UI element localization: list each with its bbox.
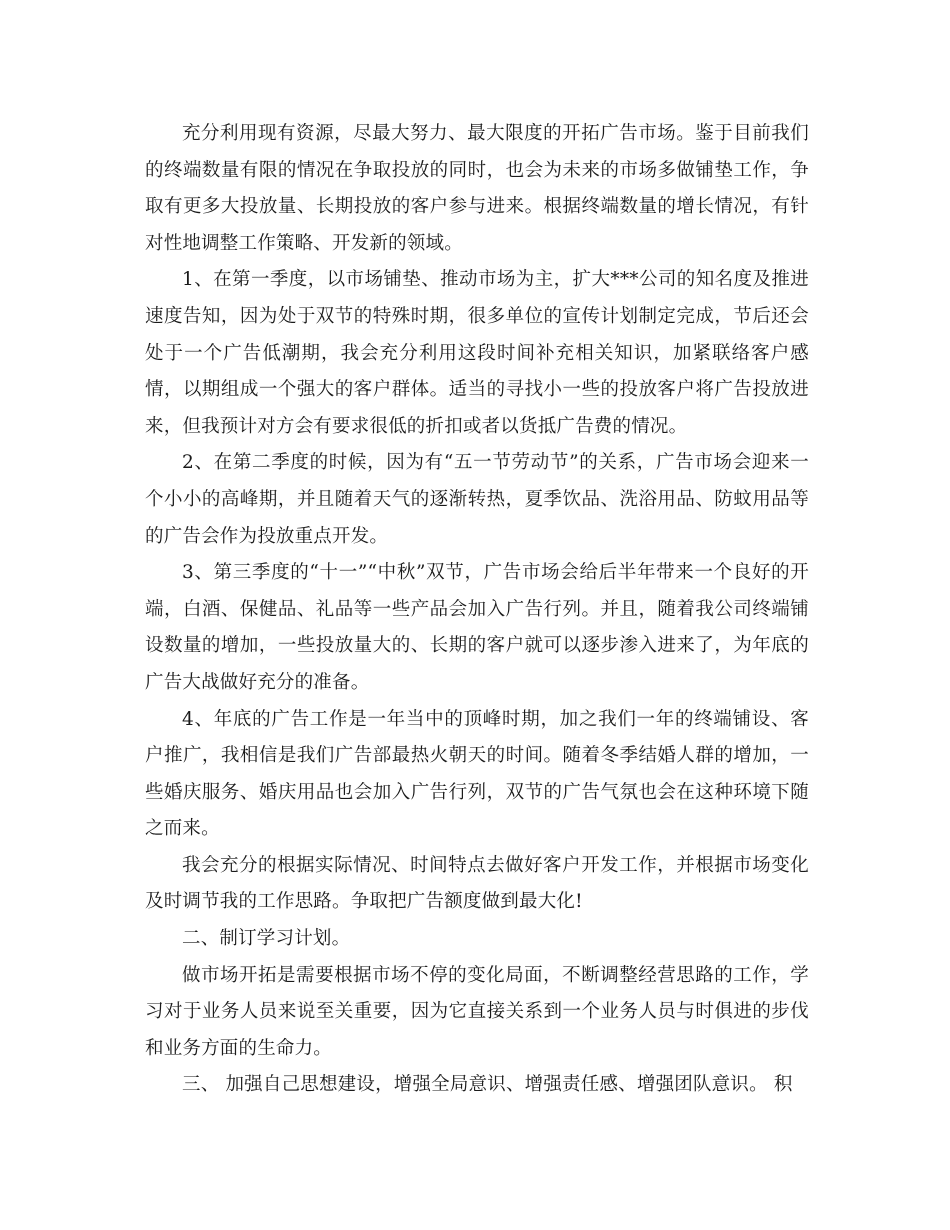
paragraph-q1: 1、在第一季度，以市场铺垫、推动市场为主，扩大***公司的知名度及推进速度告知，因为处于双节的特殊时期，很多单位的宣传计划制定完成，节后还会处于一个广告低潮期，我会充分利用这段时间补充相关知识，加紧联络客户感情，以期组成一个强大的客户群体。适当的寻找小一些的投放客户将广告投放进来，但我预计对方会有要求很低的折扣或者以货抵广告费的情况。 <box>145 269 809 437</box>
paragraph-q3: 3、第三季度的“十一”“中秋”双节，广告市场会给后半年带来一个良好的开端，白酒、保健品、礼品等一些产品会加入广告行列。并且，随着我公司终端铺设数量的增加，一些投放量大的、长期的客户就可以逐步渗入进来了，为年底的广告大战做好充分的准备。 <box>145 562 809 693</box>
paragraph-q4: 4、年底的广告工作是一年当中的顶峰时期，加之我们一年的终端铺设、客户推广，我相信是我们广告部最热火朝天的时间。随着冬季结婚人群的增加，一些婚庆服务、婚庆用品也会加入广告行列，双节的广告气氛也会在这种环境下随之而来。 <box>145 708 809 840</box>
section-heading-study-plan: 二、制订学习计划。 <box>182 928 351 950</box>
paragraph-summary: 我会充分的根据实际情况、时间特点去做好客户开发工作，并根据市场变化及时调节我的工作思路。争取把广告额度做到最大化! <box>145 854 809 913</box>
section-heading-ideology: 三、 加强自己思想建设，增强全局意识、增强责任感、增强团队意识。 积 <box>182 1074 793 1096</box>
document-body <box>145 116 809 1104</box>
paragraph-study-plan: 做市场开拓是需要根据市场不停的变化局面，不断调整经营思路的工作，学习对于业务人员来说至关重要，因为它直接关系到一个业务人员与时俱进的步伐和业务方面的生命力。 <box>145 964 809 1059</box>
paragraph-intro: 充分利用现有资源，尽最大努力、最大限度的开拓广告市场。鉴于目前我们的终端数量有限的情况在争取投放的同时，也会为未来的市场多做铺垫工作，争取有更多大投放量、长期投放的客户参与进来。根据终端数量的增长情况，有针对性地调整工作策略、开发新的领域。 <box>145 123 809 254</box>
paragraph-q2: 2、在第二季度的时候，因为有“五一节劳动节”的关系，广告市场会迎来一个小小的高峰期，并且随着天气的逐渐转热，夏季饮品、洗浴用品、防蚊用品等的广告会作为投放重点开发。 <box>145 452 809 547</box>
